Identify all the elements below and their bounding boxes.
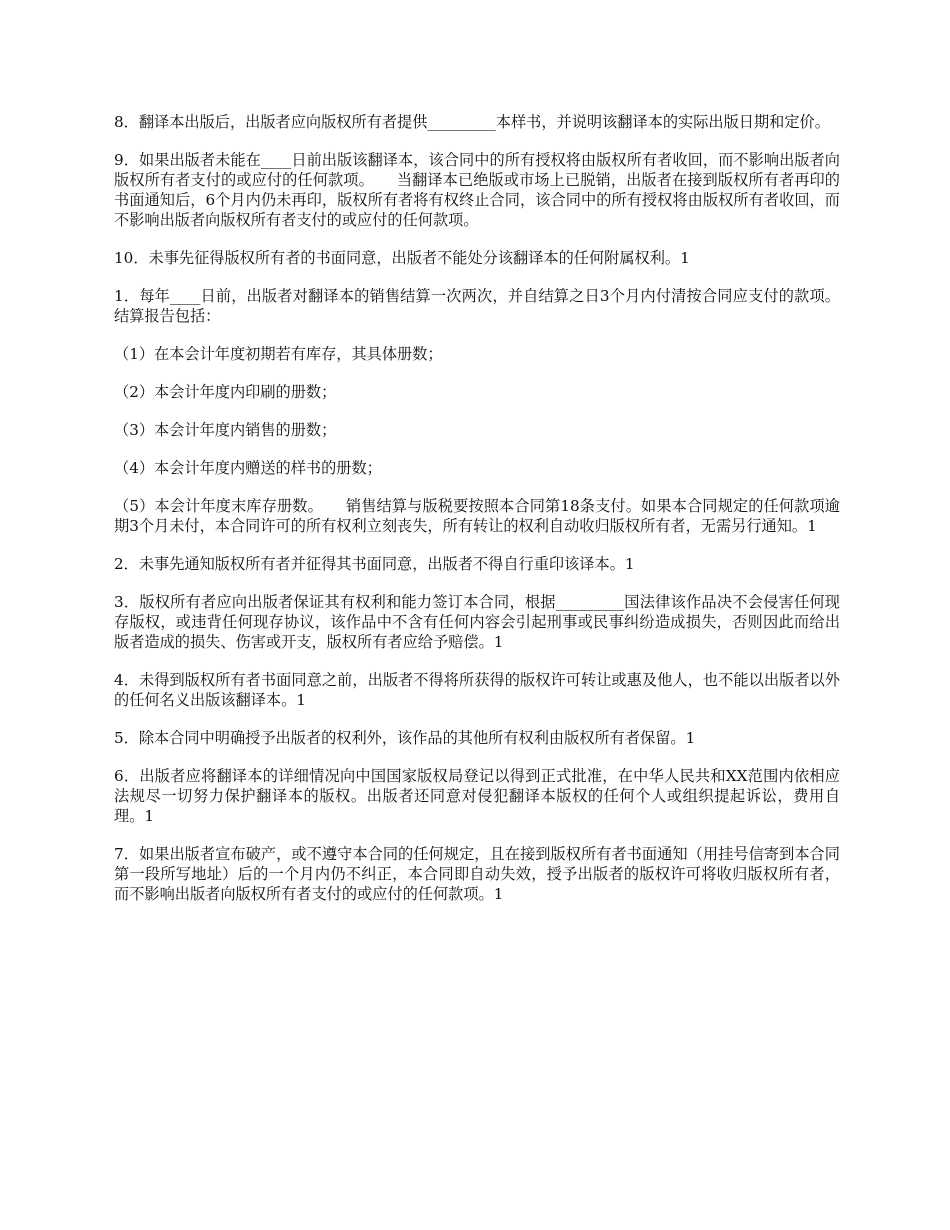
clause-paragraph: 4．未得到版权所有者书面同意之前，出版者不得将所获得的版权许可转让或惠及他人，也不能以出版者以外的任何名义出版该翻译本。1 bbox=[114, 671, 840, 709]
clause-paragraph: 2．未事先通知版权所有者并征得其书面同意，出版者不得自行重印该译本。1 bbox=[114, 555, 635, 573]
clause-paragraph: 1．每年____日前，出版者对翻译本的销售结算一次两次，并自结算之日3个月内付清按合同应支付的款项。结算报告包括： bbox=[114, 287, 840, 325]
clause-paragraph: 10．未事先征得版权所有者的书面同意，出版者不能处分该翻译本的任何附属权利。1 bbox=[114, 249, 690, 267]
list-item: （3）本会计年度内销售的册数； bbox=[114, 421, 337, 439]
list-item: （4）本会计年度内赠送的样书的册数； bbox=[114, 459, 382, 477]
clause-paragraph: 9．如果出版者未能在____日前出版该翻译本，该合同中的所有授权将由版权所有者收回，而不影响出版者向版权所有者支付的或应付的任何款项。 当翻译本已绝版或市场上已脱销，出版者在接到版权所有者再印的书面通知后，6个月内仍未再印，版权所有者将有权终止合同，该合同中的所有授权将由版权所有者收回，而不影响出版者向版权所有者支付的或应付的任何款项。 bbox=[114, 151, 840, 229]
clause-paragraph: 6．出版者应将翻译本的详细情况向中国国家版权局登记以得到正式批准，在中华人民共和XX范围内依相应法规尽一切努力保护翻译本的版权。出版者还同意对侵犯翻译本版权的任何个人或组织提起诉讼，费用自理。1 bbox=[114, 767, 840, 825]
list-item: （2）本会计年度内印刷的册数； bbox=[114, 383, 337, 401]
clause-paragraph: 7．如果出版者宣布破产，或不遵守本合同的任何规定，且在接到版权所有者书面通知（用挂号信寄到本合同第一段所写地址）后的一个月内仍不纠正，本合同即自动失效，授予出版者的版权许可将收归版权所有者，而不影响出版者向版权所有者支付的或应付的任何款项。1 bbox=[114, 845, 840, 903]
list-item: （5）本会计年度末库存册数。 销售结算与版税要按照本合同第18条支付。如果本合同规定的任何款项逾期3个月未付，本合同许可的所有权利立刻丧失，所有转让的权利自动收归版权所有者，无需另行通知。1 bbox=[114, 497, 840, 535]
list-item: （1）在本会计年度初期若有库存，其具体册数； bbox=[114, 345, 443, 363]
clause-paragraph: 3．版权所有者应向出版者保证其有权利和能力签订本合同，根据_________国法律该作品决不会侵害任何现存版权，或违背任何现存协议，该作品中不含有任何内容会引起刑事或民事纠纷造成损失，否则因此而给出版者造成的损失、伤害或开支，版权所有者应给予赔偿。1 bbox=[114, 593, 840, 651]
clause-paragraph: 5．除本合同中明确授予出版者的权利外，该作品的其他所有权利由版权所有者保留。1 bbox=[114, 729, 696, 747]
clause-paragraph: 8．翻译本出版后，出版者应向版权所有者提供_________本样书，并说明该翻译本的实际出版日期和定价。 bbox=[114, 113, 830, 131]
